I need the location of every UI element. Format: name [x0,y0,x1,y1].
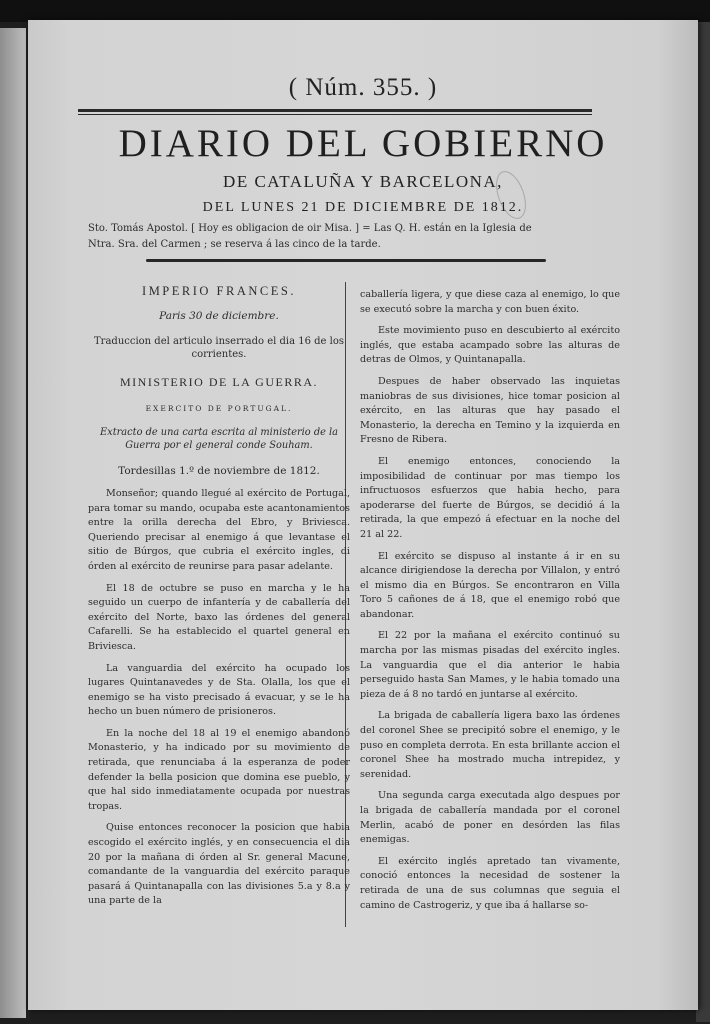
paragraph: La brigada de caballería ligera baxo las órdenes del coronel Shee se precipitó sobre el enemigo, y le puso en completa derrota. En esta brillante accion el coronel Shee ha mostrado mucha intrepidez, y serenidad. [360,710,620,780]
paragraph: Una segunda carga executada algo despues por la brigada de caballería mandada por el coronel Merlin, acabó de poner en desórden las filas enemigas. [360,790,620,846]
facing-page-edge [0,28,26,1018]
paragraph: Este movimiento puso en descubierto al exército inglés, que estaba acampado sobre las alturas de detras de Olmos, y Quintanapalla. [360,325,620,366]
place-date: Paris 30 de diciembre. [159,309,279,322]
letter-dateline: Tordesillas 1.º de noviembre de 1812. [118,465,320,478]
paragraph: caballería ligera, y que diese caza al enemigo, lo que se executó sobre la marcha y con buen éxito. [360,289,620,315]
masthead-title: DIARIO DEL GOBIERNO [118,122,608,165]
section-title: IMPERIO FRANCES. [142,284,296,298]
masthead-subtitle: DE CATALUÑA Y BARCELONA, [223,172,503,191]
masthead-rule-thin [78,114,592,115]
paragraph: Quise entonces reconocer la posicion que habia escogido el exército inglés, y en consecuencia el dia 20 por la mañana di órden al Sr. general Macune, comandante de la vanguardia del exército paraque pasará á Quintanapalla con las divisiones 5.a y 8.a y una parte de la [88,822,350,907]
right-binding-edge [696,22,710,1022]
top-background [0,0,710,22]
paragraph: El 22 por la mañana el exército continuó su marcha por las mismas pisadas del exército ingles. La vanguardia que el dia anterior le habia perseguido hasta San Mames, y le habia tomado una pieza de á 8 no tardó en juntarse al exército. [360,630,620,700]
masthead-rule-thick [78,109,592,112]
army-heading: EXERCITO DE PORTUGAL. [145,403,293,413]
left-column [88,284,350,916]
paragraph: Monseñor; quando llegué al exército de Portugal, para tomar su mando, ocupaba este acantonamientos entre la orilla derecha del Ebro, y Briviesca. Queriendo precisar al enemigo á que levantase el sitio de Búrgos, que cubria el exército ingles, di órden al exército de reunirse para pasar adelante. [88,487,350,572]
paragraph: El 18 de octubre se puso en marcha y le ha seguido un cuerpo de infantería y de caballería del exército del Norte, baxo las órdenes del general Cafarelli. Se ha establecido el quartel general en Briviesca. [88,582,350,652]
ministry-heading: MINISTERIO DE LA GUERRA. [120,375,318,390]
paragraph: El exército inglés apretado tan vivamente, conoció entonces la necesidad de sostener la retirada de una de sus columnas que seguia el camino de Castrogeriz, y que iba á hallarse so- [360,855,620,911]
paragraph: En la noche del 18 al 19 el enemigo abandonó Monasterio, y ha indicado por su movimiento de retirada, que renunciaba á la esperanza de poder defender la bella posicion que domina ese pueblo, y que hal sido inmediatamente ocupada por nuestras tropas. [88,727,350,812]
translation-note: Traduccion del articulo inserrado el dia 16 de los corrientes. [94,336,344,361]
paragraph: El enemigo entonces, conociendo la imposibilidad de continuar por mas tiempo los infructuosos esfuerzos que habia hecho, para apoderarse del fuerte de Búrgos, se decidió á la retirada, la que empezó á efectuar en la noche del 21 al 22. [360,455,620,540]
paragraph: El exército se dispuso al instante á ir en su alcance dirigiendose la derecha por Villalon, y entró el mismo dia en Búrgos. Se encontraron en Villa Toro 5 cañones de á 18, que el enemigo robó que abandonar. [360,550,620,620]
right-column [360,288,620,920]
issue-date: DEL LUNES 21 DE DICIEMBRE DE 1812. [202,200,524,215]
paragraph: La vanguardia del exército ha ocupado los lugares Quintanavedes y de Sta. Olalla, los que el enemigo se ha visto precisado á evacuar, y se le ha hecho un buen número de prisioneros. [88,662,350,718]
saint-notice-line1: Sto. Tomás Apostol. [ Hoy es obligacion de oir Misa. ] = Las Q. H. están en la Iglesia de [88,223,532,234]
issue-number: ( Núm. 355. ) [288,74,438,101]
extract-heading: Extracto de una carta escrita al ministerio de la Guerra por el general conde Souham. [100,427,338,452]
header-divider [146,259,546,262]
saint-notice [88,221,644,253]
paragraph: Despues de haber observado las inquietas maniobras de sus divisiones, hice tomar posicion al exército, en las alturas que hay pasado el Monasterio, la derecha en Temino y la izquierda en Fresno de Ribera. [360,375,620,446]
newspaper-page [28,20,698,1010]
saint-notice-line2: Ntra. Sra. del Carmen ; se reserva á las cinco de la tarde. [88,239,381,250]
